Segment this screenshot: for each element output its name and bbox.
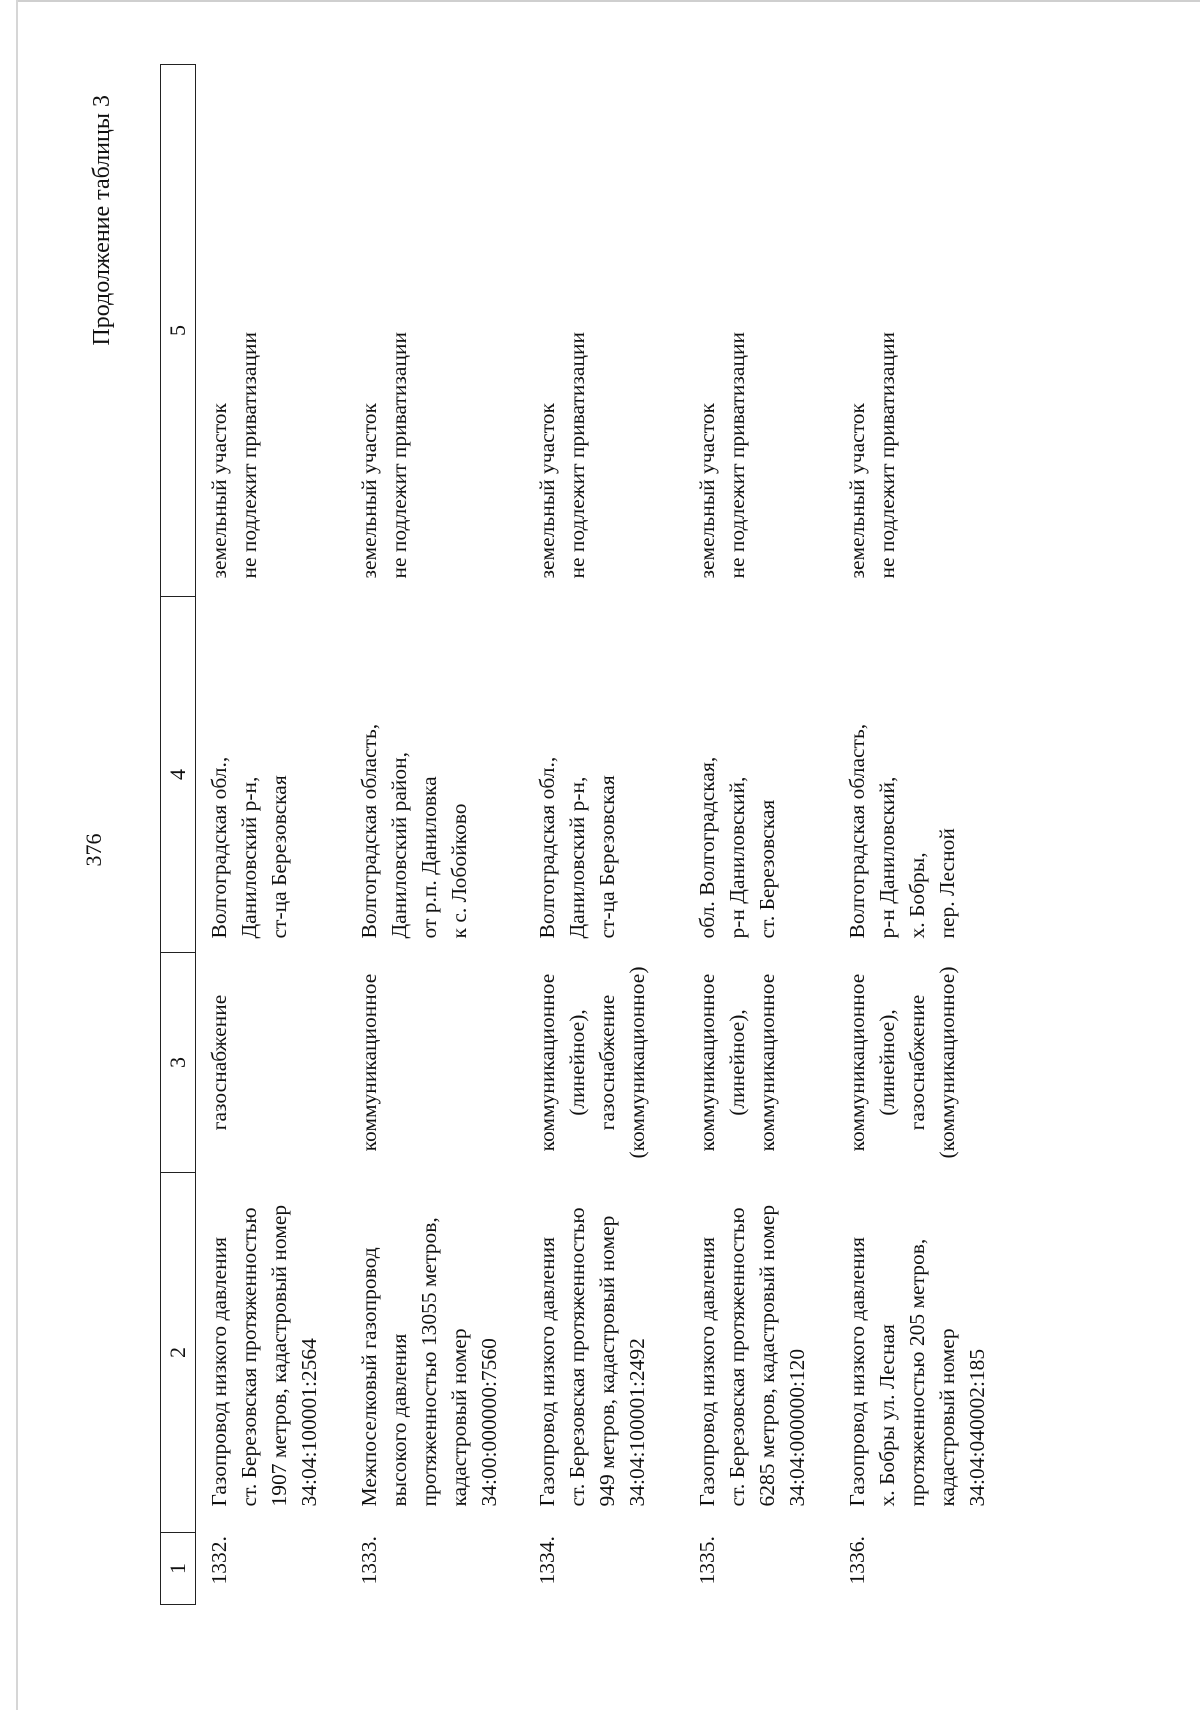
table-row	[346, 65, 524, 1605]
object-address	[834, 597, 1004, 953]
header-cell: 1	[161, 1533, 196, 1605]
table-row	[524, 65, 684, 1605]
object-name	[524, 1173, 684, 1533]
object-purpose-line: (коммуникационное)	[934, 966, 959, 1159]
header-cell: 4	[161, 597, 196, 953]
object-name-line: кадастровый номер	[446, 1328, 471, 1507]
object-purpose-line: коммуникационное	[356, 973, 381, 1152]
object-name-line: ст. Березовская протяженностью	[237, 1207, 261, 1507]
object-address-line: к с. Лобойково	[446, 803, 471, 939]
object-purpose-line: (коммуникационное)	[624, 966, 649, 1159]
object-name-line: 34:04:100001:2492	[624, 1338, 649, 1507]
object-address-line: х. Бобры,	[904, 852, 929, 939]
object-name	[346, 1173, 524, 1533]
object-note-line: земельный участок	[694, 402, 719, 579]
object-name	[834, 1173, 1004, 1533]
object-name-line: х. Бобры ул. Лесная	[874, 1324, 899, 1507]
object-note-line: не подлежит приватизации	[724, 332, 749, 579]
object-address-line: Волгоградская обл.,	[207, 756, 231, 939]
property-table	[160, 64, 1004, 1605]
object-purpose	[684, 953, 834, 1173]
object-name-line: 6285 метров, кадастровый номер	[754, 1204, 779, 1507]
object-purpose-line: коммуникационное	[844, 973, 869, 1152]
object-purpose-line: газоснабжение	[904, 994, 929, 1131]
row-number: 1334.	[534, 1536, 559, 1585]
object-purpose-line: газоснабжение	[207, 994, 231, 1131]
object-note-line: земельный участок	[534, 402, 559, 579]
object-name-line: ст. Березовская протяженностью	[564, 1207, 589, 1507]
table-row	[684, 65, 834, 1605]
object-address-line: р-н Даниловский,	[724, 776, 749, 939]
table-row	[834, 65, 1004, 1605]
object-name-line: 34:00:000000:7560	[476, 1338, 501, 1507]
object-address	[684, 597, 834, 953]
header-cell: 3	[161, 953, 196, 1173]
object-note-line: не подлежит приватизации	[386, 332, 411, 579]
object-address	[196, 597, 346, 953]
object-address-line: от р.п. Даниловка	[416, 776, 441, 939]
object-address-line: обл. Волгоградская,	[694, 756, 719, 939]
object-address-line: Волгоградская обл.,	[534, 756, 559, 939]
table-header-row	[161, 65, 196, 1605]
object-purpose	[524, 953, 684, 1173]
object-purpose-line: (линейное),	[564, 1009, 589, 1116]
object-address-line: р-н Даниловский,	[874, 776, 899, 939]
object-address	[524, 597, 684, 953]
object-name-line: 1907 метров, кадастровый номер	[267, 1204, 291, 1507]
object-purpose-line: газоснабжение	[594, 994, 619, 1131]
row-number: 1332.	[207, 1536, 231, 1585]
object-note	[346, 65, 524, 597]
row-number: 1336.	[844, 1536, 869, 1585]
object-name-line: Газопровод низкого давления	[844, 1236, 869, 1507]
object-address-line: Волгоградская область,	[356, 723, 381, 939]
object-name-line: 949 метров, кадастровый номер	[594, 1215, 619, 1507]
object-purpose-line: коммуникационное	[534, 973, 559, 1152]
object-address-line: пер. Лесной	[934, 828, 959, 939]
object-note-line: земельный участок	[207, 402, 231, 579]
header-cell: 5	[161, 65, 196, 597]
object-address-line: Даниловский район,	[386, 751, 411, 939]
object-name-line: 34:04:100001:2564	[297, 1338, 321, 1507]
object-purpose	[346, 953, 524, 1173]
object-name-line: Газопровод низкого давления	[694, 1236, 719, 1507]
object-address-line: Даниловский р-н,	[564, 776, 589, 939]
object-name-line: Газопровод низкого давления	[207, 1236, 231, 1507]
object-name-line: протяженностью 13055 метров,	[416, 1217, 441, 1507]
object-name-line: 34:04:040002:185	[964, 1348, 989, 1507]
object-note	[684, 65, 834, 597]
object-purpose	[834, 953, 1004, 1173]
object-purpose-line: (линейное),	[874, 1009, 899, 1116]
object-name-line: Межпоселковый газопровод	[356, 1247, 381, 1507]
object-purpose	[196, 953, 346, 1173]
object-name-line: Газопровод низкого давления	[534, 1236, 559, 1507]
object-name	[684, 1173, 834, 1533]
object-address-line: Даниловский р-н,	[237, 776, 261, 939]
row-number: 1333.	[356, 1536, 381, 1585]
object-purpose-line: коммуникационное	[694, 973, 719, 1152]
table-caption: Продолжение таблицы 3	[89, 95, 115, 346]
page-number: 376	[81, 833, 106, 867]
table-row	[196, 65, 346, 1605]
object-note	[196, 65, 346, 597]
object-note-line: земельный участок	[356, 402, 381, 579]
object-address-line: ст. Березовская	[754, 799, 779, 939]
object-name-line: высокого давления	[386, 1333, 411, 1507]
object-name-line: кадастровый номер	[934, 1328, 959, 1507]
object-note-line: не подлежит приватизации	[564, 332, 589, 579]
object-note	[524, 65, 684, 597]
object-note-line: не подлежит приватизации	[237, 332, 261, 579]
object-name-line: ст. Березовская протяженностью	[724, 1207, 749, 1507]
object-note-line: земельный участок	[844, 402, 869, 579]
object-address-line: Волгоградская область,	[844, 723, 869, 939]
object-address	[346, 597, 524, 953]
object-name-line: протяженностью 205 метров,	[904, 1238, 929, 1507]
object-address-line: ст-ца Березовская	[267, 775, 291, 939]
row-number: 1335.	[694, 1536, 719, 1585]
object-note-line: не подлежит приватизации	[874, 332, 899, 579]
header-cell: 2	[161, 1173, 196, 1533]
object-name-line: 34:04:000000:120	[784, 1348, 809, 1507]
object-address-line: ст-ца Березовская	[594, 775, 619, 939]
object-purpose-line: (линейное),	[724, 1009, 749, 1116]
object-purpose-line: коммуникационное	[754, 973, 779, 1152]
object-name	[196, 1173, 346, 1533]
object-note	[834, 65, 1004, 597]
